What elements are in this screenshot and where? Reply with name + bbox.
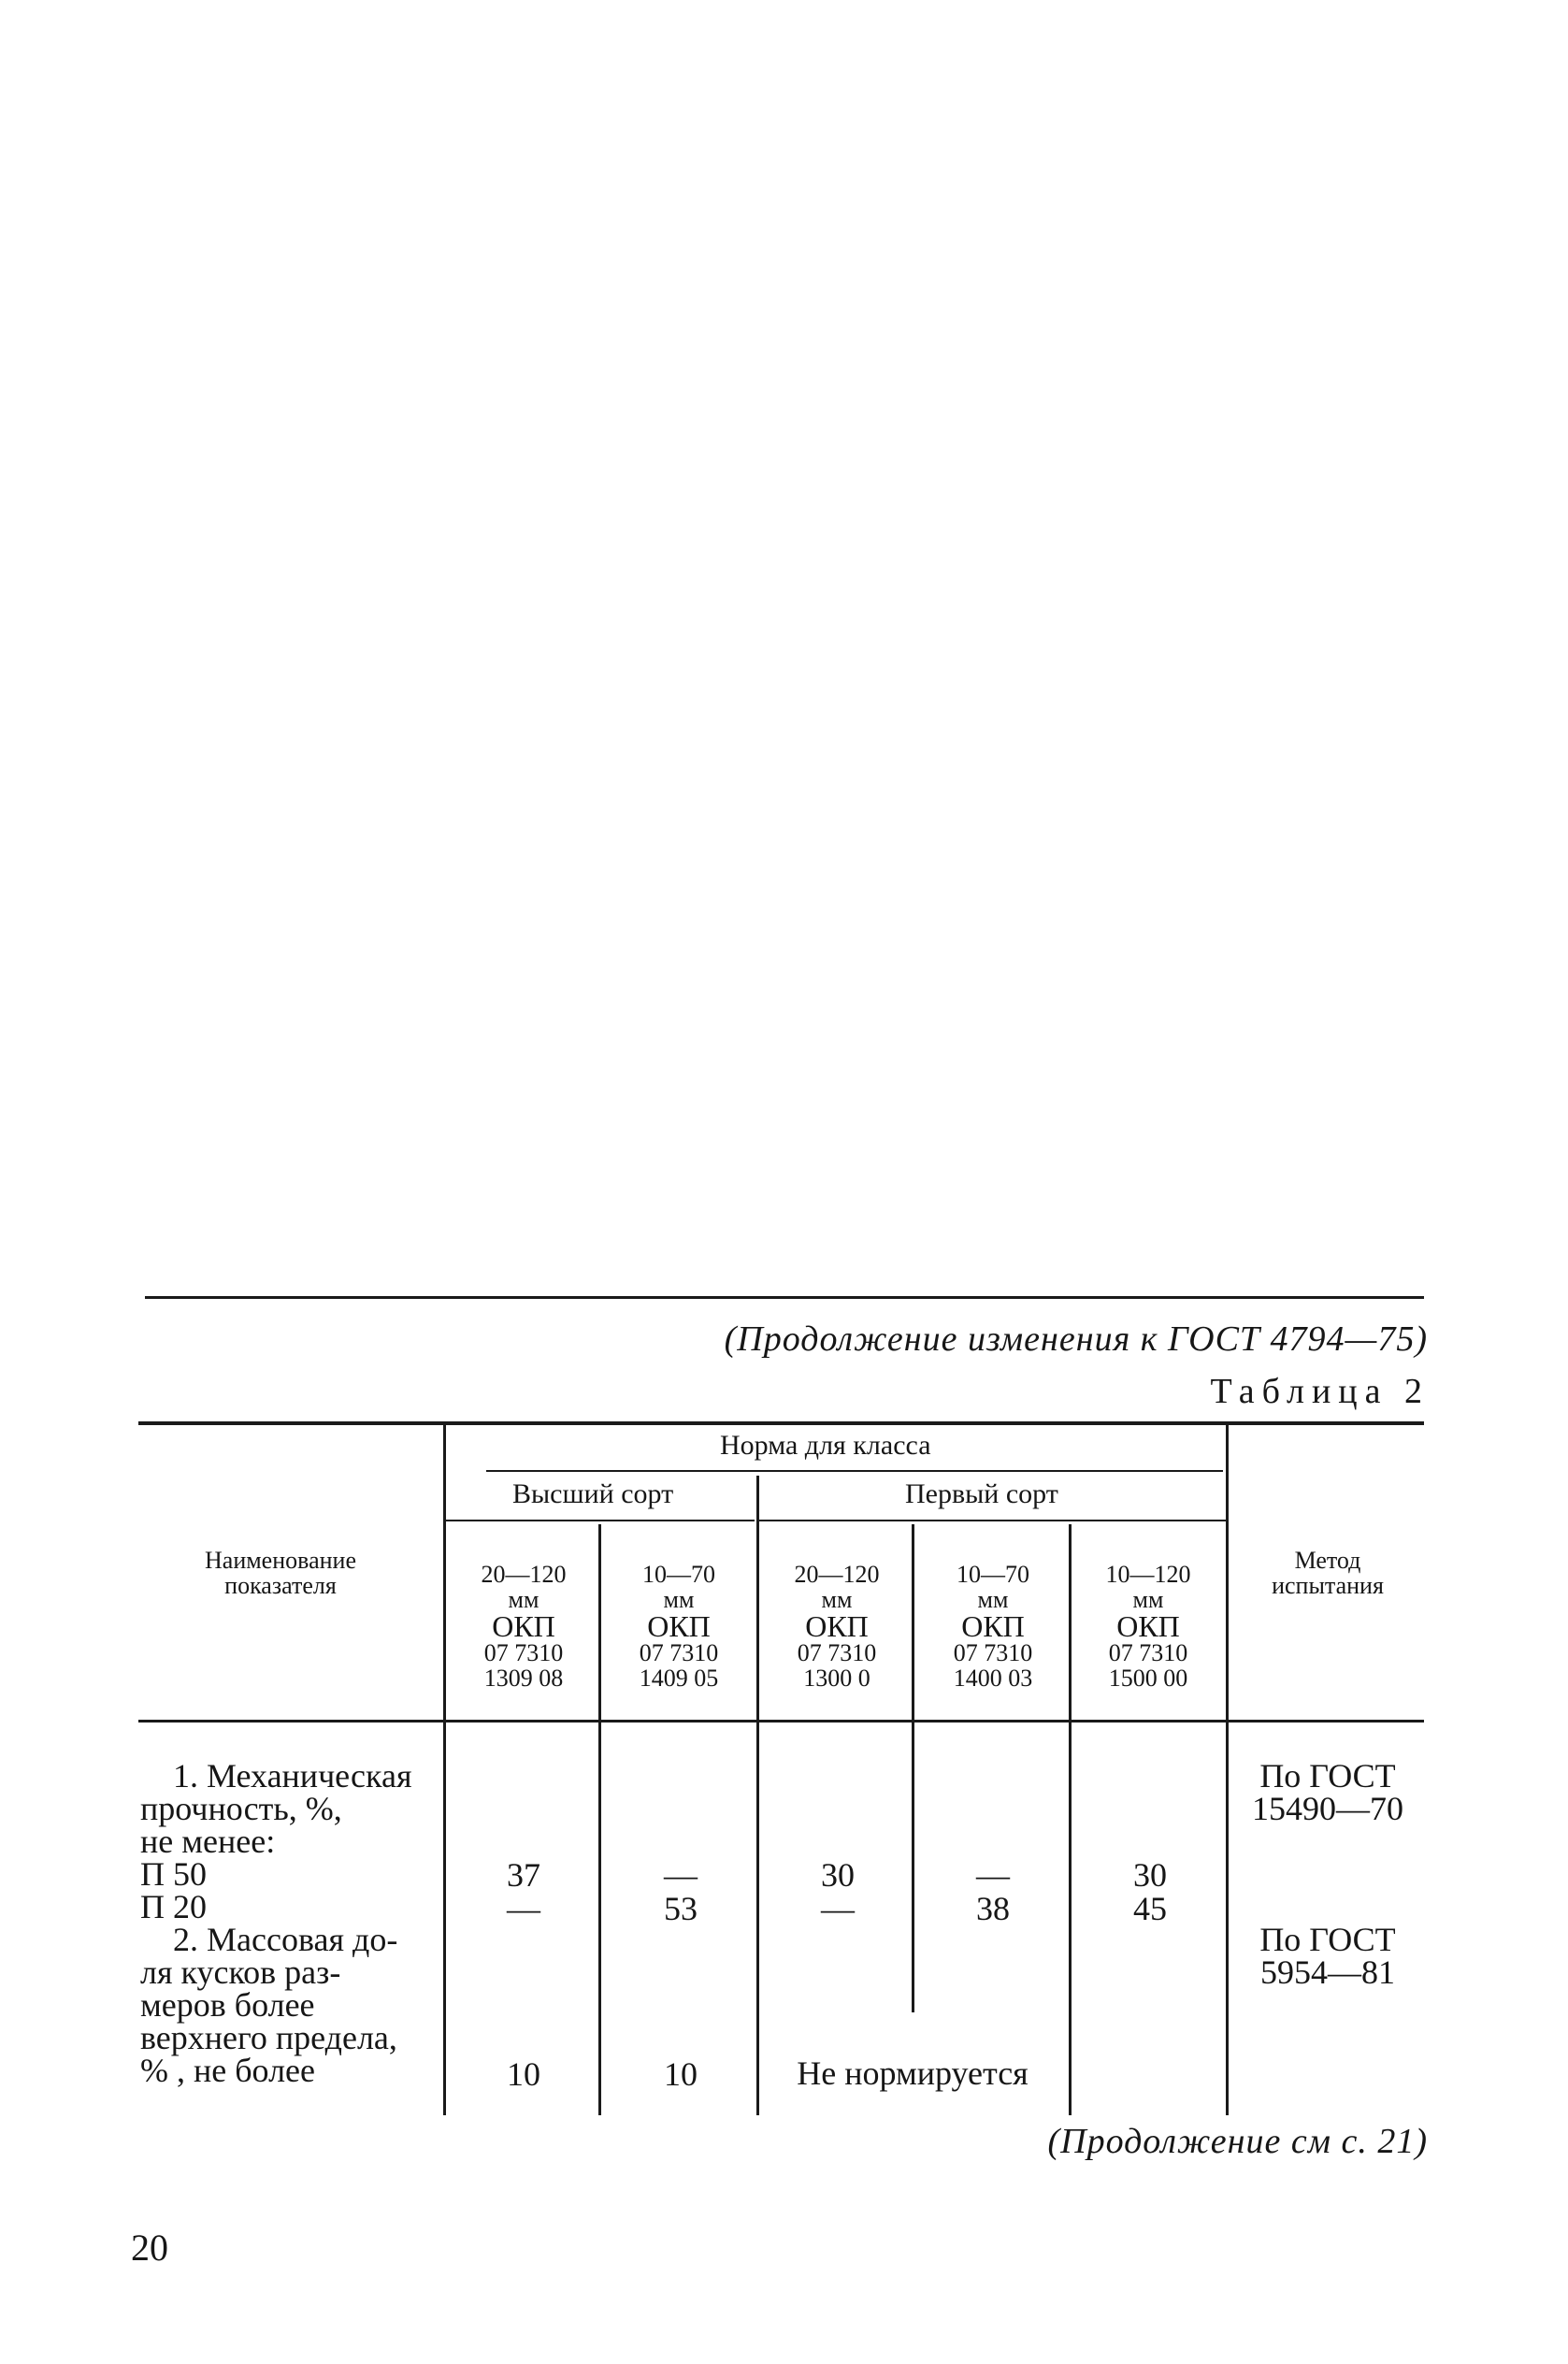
- continuation-footer: (Продолжение см с. 21): [1047, 2122, 1428, 2161]
- top-rule: [145, 1296, 1424, 1299]
- body-divider-3: [912, 1723, 914, 2012]
- p50-value: 30: [1133, 1856, 1167, 1894]
- p20-value: 45: [1133, 1890, 1167, 1927]
- spec-col-5: 10—120 мм ОКП 07 7310 1500 00: [1105, 1561, 1191, 1692]
- col-divider-4: [912, 1524, 914, 1720]
- p20-value: —: [507, 1890, 540, 1927]
- continuation-header: (Продолжение изменения к ГОСТ 4794—75): [724, 1319, 1428, 1359]
- col-divider-name: [443, 1425, 446, 1720]
- p50-value: 37: [507, 1856, 540, 1894]
- row2-value: 10: [507, 2055, 540, 2093]
- spec-col-3: 20—120 мм ОКП 07 7310 1300 0: [794, 1561, 880, 1692]
- body-divider-1: [598, 1723, 601, 2115]
- col-divider-5: [1069, 1524, 1072, 1720]
- page-number: 20: [131, 2227, 168, 2269]
- spec-col-2: 10—70 мм ОКП 07 7310 1409 05: [639, 1561, 719, 1692]
- p50-value: —: [664, 1856, 698, 1894]
- p20-value: 38: [976, 1890, 1010, 1927]
- header-body-rule: [138, 1720, 1424, 1723]
- col-divider-method: [1226, 1425, 1229, 1720]
- row1-name: 1. Механическая прочность, %, не менее: П 50 П 20: [140, 1757, 412, 1925]
- row2-method: По ГОСТ 5954—81: [1259, 1921, 1396, 1991]
- spec-col-1: 20—120 мм ОКП 07 7310 1309 08: [481, 1561, 567, 1692]
- spec-col-4: 10—70 мм ОКП 07 7310 1400 03: [953, 1561, 1033, 1692]
- p50-value: 30: [821, 1856, 855, 1894]
- row2-name: 2. Массовая до- ля кусков раз- меров более верхнего предела, % , не более: [140, 1921, 398, 2089]
- body-divider-method: [1226, 1723, 1229, 2115]
- body-divider-name: [443, 1723, 446, 2115]
- p50-value: —: [976, 1856, 1010, 1894]
- grade-rule-high: [446, 1520, 755, 1521]
- body-divider-4: [1069, 1723, 1072, 2115]
- norm-rule: [486, 1470, 1223, 1472]
- col-divider-grade: [756, 1476, 759, 1720]
- grade-rule-first: [759, 1520, 1226, 1521]
- row2-value: 10: [664, 2055, 698, 2093]
- p20-value: 53: [664, 1890, 698, 1927]
- table-top-rule: [138, 1421, 1424, 1425]
- table-label: Таблица 2: [1210, 1372, 1430, 1411]
- p20-value: —: [821, 1890, 855, 1927]
- body-divider-2: [756, 1723, 759, 2115]
- not-normed-text: Не нормируется: [760, 2050, 1065, 2097]
- grade-first-header: Первый сорт: [905, 1478, 1058, 1509]
- col-divider-2: [598, 1524, 601, 1720]
- grade-high-header: Высший сорт: [512, 1478, 674, 1509]
- row1-method: По ГОСТ 15490—70: [1252, 1757, 1403, 1827]
- method-header: Метод испытания: [1272, 1547, 1384, 1599]
- norm-header: Норма для класса: [720, 1430, 931, 1461]
- col-name-header: Наименование показателя: [205, 1547, 356, 1599]
